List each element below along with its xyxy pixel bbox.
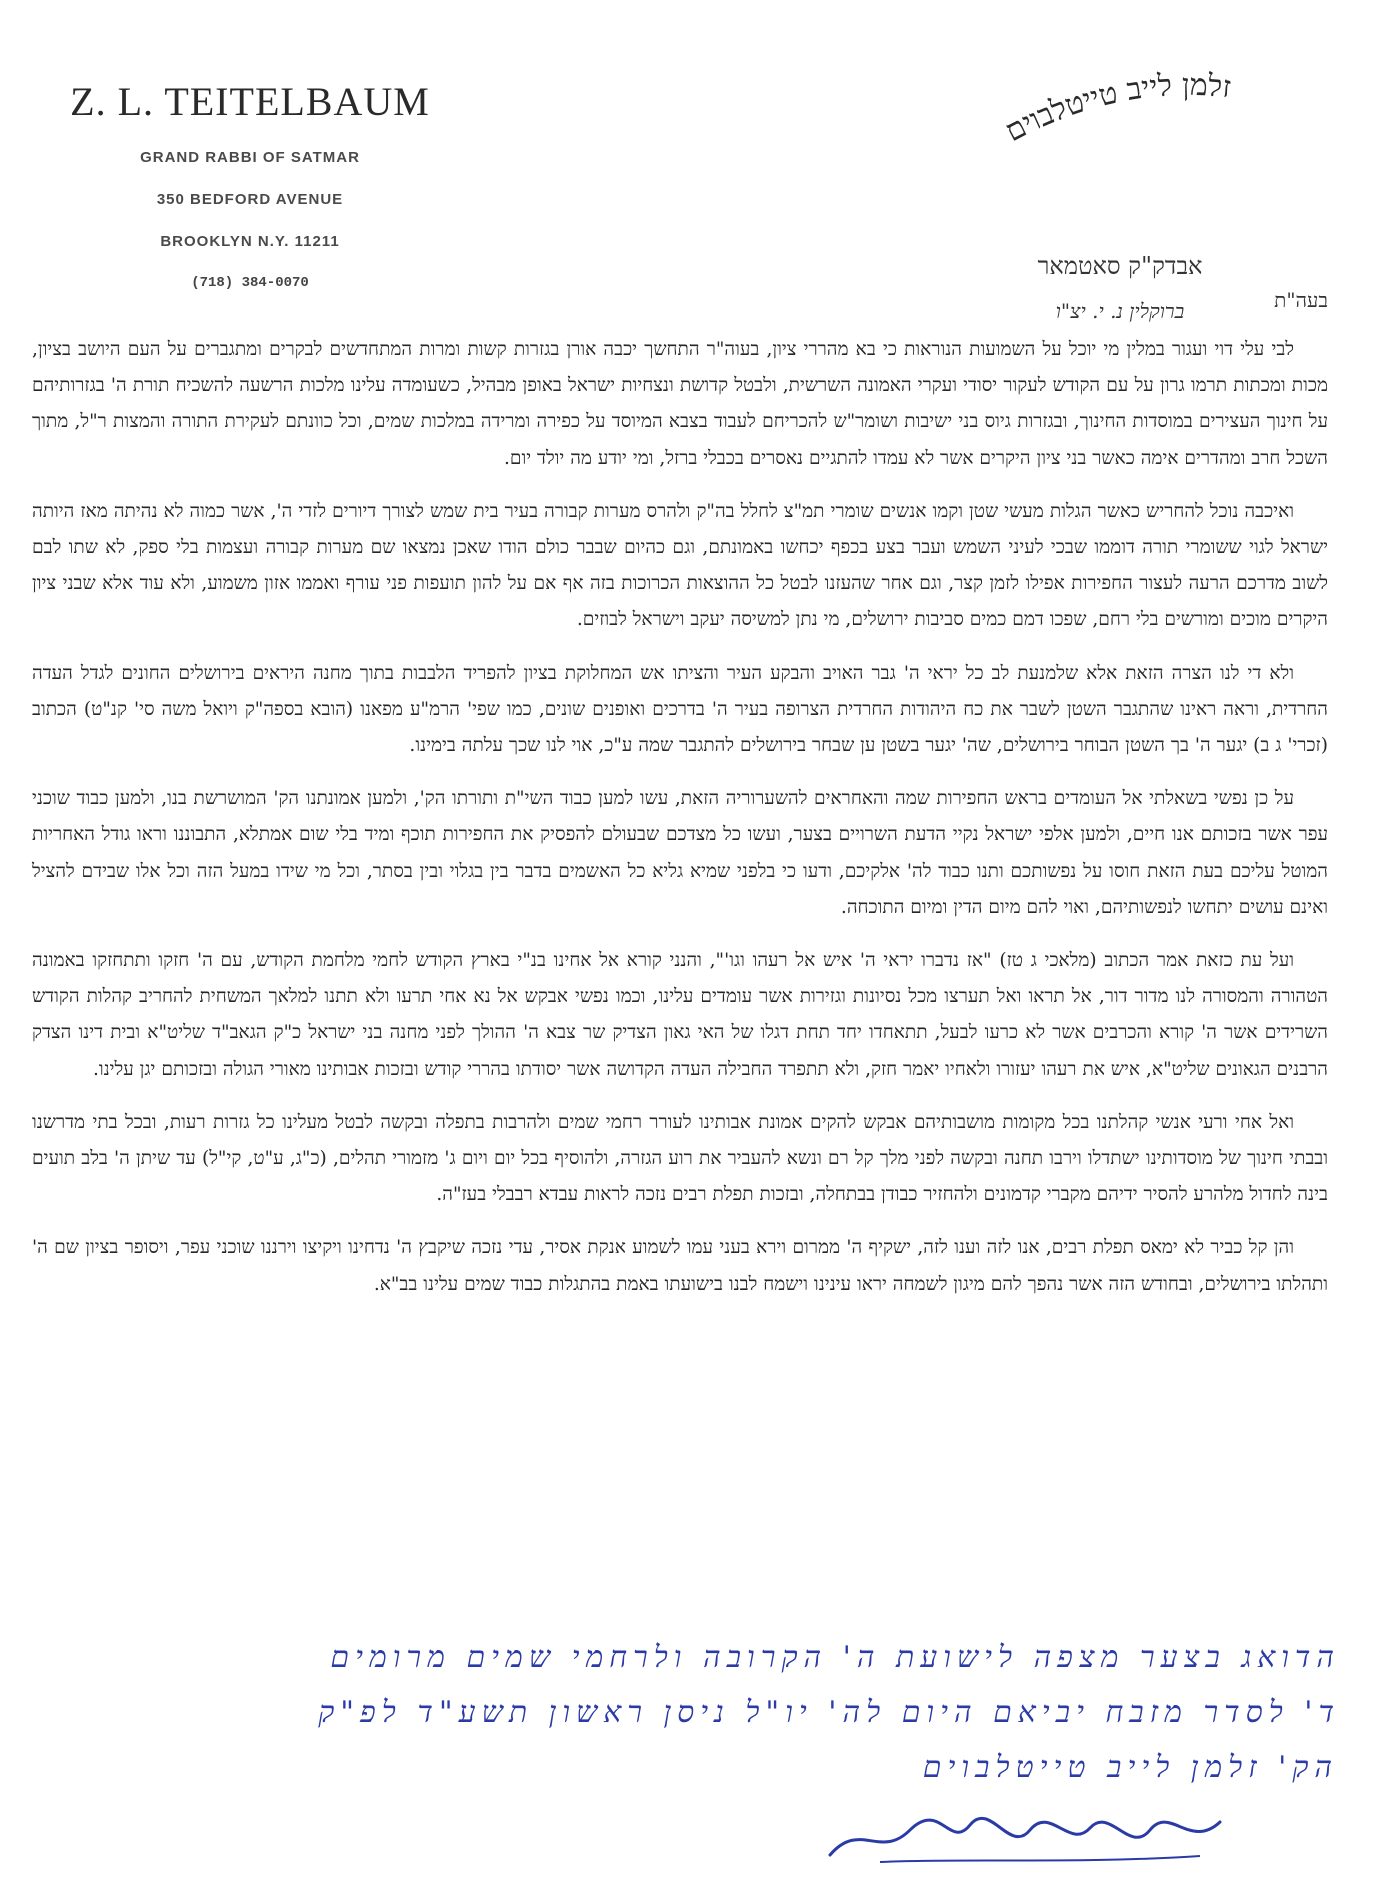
letterhead-hebrew: [910, 70, 1330, 324]
paragraph: ועל עת כזאת אמר הכתוב (מלאכי ג טז) "אז נדברו יראי ה' איש אל רעהו וגו'", והנני קורא אל אחינו בנ"י בארץ הקודש לחמי מלחמת הקודש, עם ה' חזקו ותתחזקו באמונה הטהורה והמסורה לנו מדור דור, אל תראו ואל תערצו מכל נסיונות וגזירות אשר עומדים עלינו, וכמו נפשי אבקש אל נא אחי תרעו ולא תתנו למלאך המשחית להחריב קהלות הקודש השרידים אשר ה' קורא והכרבים אשר לא כרעו לבעל, תתאחדו יחד תחת דגלו של האי גאון הצדיק שר צבא ה' ההולך לפני מחנה בני ישראל כ"ק הגאב"ד שליט"א ובית דינו הצדק הרבנים הגאונים שליט"א, איש את רעהו יעזורו ולאחיו יאמר חזק, ולא תתפרד החבילה העדה הקדושה אשר יסודתו בהררי קודש ובזכות אבותינו מאורי הגולה ובזכותם יגן עלינו.: [32, 950, 1328, 1080]
letterhead-title: GRAND RABBI OF SATMAR: [140, 149, 360, 166]
handwritten-line: ד' לסדר מזבח יביאם היום לה' יו"ל ניסן ראשון תשע"ד לפ"ק: [318, 1695, 1340, 1730]
paragraph: ואיכבה נוכל להחריש כאשר הגלות מעשי שטן וקמו אנשים שומרי תמ"צ לחלל בה"ק ולהרס מערות קבורה בעיר בית שמש לצורך דיורים לזדי ה', אשר כמוה לא נהיתה מאז היותה ישראל לגוי ששומרי תורה דוממו שבכי לעיני השמש ועבר בצע בכפף יכחשו באמונתם, וגם כהיום שבבר כולם הודו שאכן נמצאו שם מערות קבורה ועצמות בלי ספק, לא שתו לבם לשוב מדרכם הרעה לעצור החפירות אפילו לזמן קצר, וגם אחר שהעזנו לבטל כל ההוצאות הכרוכות בזה אף אם על להון תועפות פני עורף ואממו אזון משמוע, ולא עוד אלא שבני ציון היקרים מוכים ומורשים בלי רחם, שפכו דמם כמים סביבות ירושלים, מי נתן למשיסה יעקב וישראל לבוזים.: [32, 500, 1328, 631]
letterhead-phone: (718) 384-0070: [191, 275, 309, 291]
letterhead-hebrew-city: ברוקלין נ. י. יצ"ו: [1055, 299, 1185, 323]
letterhead-city: BROOKLYN N.Y. 11211: [160, 233, 340, 250]
letterhead-hebrew-title: אבדק"ק סאטמאר: [1037, 252, 1203, 280]
signature-scribble: [820, 1800, 1240, 1870]
paragraph: והן קל כביר לא ימאס תפלת רבים, אנו לזה וענו לזה, ישקיף ה' ממרום וירא בעני עמו לשמוע אנקת אסיר, עדי נזכה שיקבץ ה' נדחינו ויקיצו וירננו שוכני עפר, ויסופר בציון שם ה' ותהלתו בירושלים, ובחודש הזה אשר נהפך להם מיגון לשמחה יראו עינינו וישמח לבנו בישועתו באמת בהתגלות כבוד שמים עלינו בב"א.: [32, 1237, 1328, 1295]
paragraph: לבי עלי דוי ועגור במלין מי יוכל על השמועות הנוראות כי בא מהררי ציון, בעוה"ר התחשך יכבה אורן בגזרות קשות ומרות המתחדשים לבקרים ומתגברים על העם היושב בציון, מכות ומכתות תרמו גרון על עם הקודש לעקור יסודי ועקרי האמונה השרשית, ולבטל קדושת ונצחיות ישראל באופן מבהיל, כשעומדה עלינו מלכות הרשעה להשכיח תורת ה' בגזרותיהם על חינוך העצירים במוסדות החינוך, ובגזרות גיוס בני ישיבות ושומר"ש להכריחם לעבוד בצבא המיוסד על כפירה ומרידה במלכות שמים, וכל כוונתם לעקירת התורה והמצות ר"ל, מתוך השכל חרב ומהדרים אימה כאשר בני ציון היקרים אשר לא עמדו להתגיים נאסרים בכבלי ברזל, ומי יודע מה יולד יום.: [32, 339, 1328, 469]
handwritten-line: הק' זלמן לייב טייטלבוים: [922, 1750, 1338, 1785]
letterhead-address: 350 BEDFORD AVENUE: [156, 191, 344, 208]
svg-text:זלמן לייב טייטלבוים: [1000, 70, 1233, 149]
header-note: בעה"ת: [1274, 288, 1328, 312]
handwritten-note: [60, 1640, 1340, 1805]
handwritten-line: הדואג בצער מצפה לישועת ה' הקרובה ולרחמי שמים מרומים: [330, 1640, 1340, 1675]
hebrew-name-arc-graphic: [920, 70, 1320, 190]
letterhead-name: Z. L. TEITELBAUM: [70, 79, 430, 124]
paragraph: ואל אחי ורעי אנשי קהלתנו בכל מקומות מושבותיהם אבקש להקים אמונת אבותינו לעורר רחמי שמים ולהרבות בתפלה ובקשה לבטל מעלינו כל גזרות רעות, ובכל בתי מדרשנו ובבתי חינוך של מוסדותינו ישתדלו וירבו תחנה ובקשה לפני מלך קל רם ונשא להעביר את רוע הגזרה, ולהוסיף בכל יום ויום ג' מזמורי תהלים, (כ"ג, ע"ט, קי"ל) עד שיתן ה' בלב תועים בינה לחדול מלהרע להסיר ידיהם מקברי קדמונים ולהחזיר כבודן בבתחלה, ובזכות תפלת רבים נזכה לראות עבדא רבבלי בעז"ה.: [32, 1111, 1328, 1206]
letterhead-hebrew-name: זלמן לייב טייטלבוים: [999, 70, 1233, 150]
paragraph: ולא די לנו הצרה הזאת אלא שלמנעת לב כל יראי ה' גבר האויב והבקע העיר והציתו אש המחלוקת בציון להפריד הלבבות בתוך מחנה היראים בירושלים החונים לגדל העדה החרדית, וראה ראינו שהתגבר השטן לשבר את כח היהודות החרדית הצרופה בעיר ה' בדרכים ואופנים שונים, כמו שפי' הרמ"ע מפאנו (הובא בספה"ק ויואל משה סי' קנ"ט) הכתוב (זכרי' ג ב) יגער ה' בך השטן הבוחר בירושלים, שה' יגער בשטן ען שבחר בירושלים להתגבר שמה ע"כ, אוי לנו שכך עלתה בימינו.: [32, 662, 1328, 757]
hebrew-name-arc: [910, 70, 1330, 190]
letterhead-english: [70, 78, 430, 291]
paragraph: על כן נפשי בשאלתי אל העומדים בראש החפירות שמה והאחראים להשערוריה הזאת, עשו למען כבוד השי"ת ותורתו הק', ולמען אמונתנו הק' המושרשת בנו, ולמען כבוד שוכני עפר אשר בזכותם אנו חיים, ולמען אלפי ישראל נקיי הדעת השרויים בצער, ועשו כל מצדכם שבעולם להפסיק את החפירות תוכף ומיד בלי שום אמתלא, התבוננו וראו גודל האחריות המוטל עליכם בעת הזאת חוסו על נפשותכם ותנו כבוד לה' אלקיכם, ודעו כי בלפני שמיא גליא כל האשמים בדבר בין בגלוי ובין בסתר, וכל מי שידו במעל הזה וכל אלו שבידם להציל ואינם עושים יתחשו לנפשותיהם, ואוי להם מיום הדין ומיום התוכחה.: [32, 788, 1328, 918]
letter-body: [32, 332, 1328, 1320]
signature: [820, 1800, 1240, 1874]
